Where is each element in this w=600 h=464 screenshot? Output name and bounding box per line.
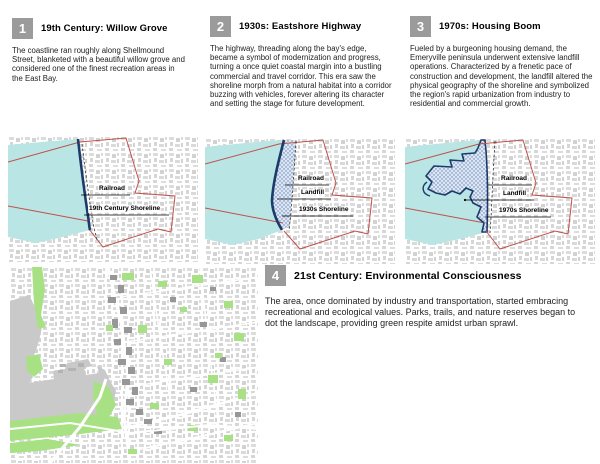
railroad-label: Railroad [298,175,325,182]
map-19th-century-graphic [8,136,198,262]
panel-body-text: The area, once dominated by industry and transportation, started embracing recreational and ecological values. Parks, trails, and nature reserves began to dot the landscape, providing green respite amidst urban sprawl. [265,296,576,328]
panel-21st-century [265,265,590,329]
map-19th-century [8,136,198,262]
panel-body-text: The coastline ran roughly along Shellmound Street, blanketed with a beautiful willow grove and considered one of the finest recreation areas in the East Bay. [12,46,185,83]
map-1970s-graphic [405,138,595,264]
map-1930s [205,138,395,264]
panel-21st-century-header [265,265,590,286]
panel-1970s [410,16,598,108]
panel-title: 19th Century: Willow Grove [41,23,168,34]
panel-1970s-header [410,16,598,37]
step-number-badge: 1 [12,18,33,39]
panel-body-text: The highway, threading along the bay's edge, became a symbol of modernization and progress, turning a once quiet coastal margin into a bustling commercial and travel corridor. This era saw the shoreline morph from a natural habitat into a corridor buzzing with vehicles, forever altering its character and setting the stage for future development. [210,44,392,109]
panel-body-text: Fueled by a burgeoning housing demand, the Emeryville peninsula underwent extensive landfill operations. Characterized by a frenetic pace of construction and development, the landfill altered the physical geography of the shoreline and symbolized the region's rapid urbanization from industry to residential and commercial growth. [410,44,593,109]
landfill-label: Landfill [301,189,325,196]
map-21st-century [10,267,258,463]
map-21st-century-graphic [10,267,258,463]
railroad-label: Railroad [501,175,528,182]
panel-19th-century [12,18,187,83]
panel-title: 1970s: Housing Boom [439,21,541,32]
step-number-badge: 3 [410,16,431,37]
railroad-label: Railroad [99,185,126,192]
shoreline-label: 19th Century Shoreline [89,205,161,212]
step-number-badge: 4 [265,265,286,286]
map-1970s [405,138,595,264]
landfill-label: Landfill [503,190,527,197]
map-1930s-graphic [205,138,395,264]
shoreline-label: 1970s Shoreline [499,207,549,214]
panel-1930s-header [210,16,396,37]
panel-1930s [210,16,396,108]
shoreline-label: 1930s Shoreline [299,206,349,213]
step-number-badge: 2 [210,16,231,37]
panel-title: 1930s: Eastshore Highway [239,21,362,32]
panel-19th-century-header [12,18,187,39]
panel-title: 21st Century: Environmental Consciousness [294,269,522,282]
